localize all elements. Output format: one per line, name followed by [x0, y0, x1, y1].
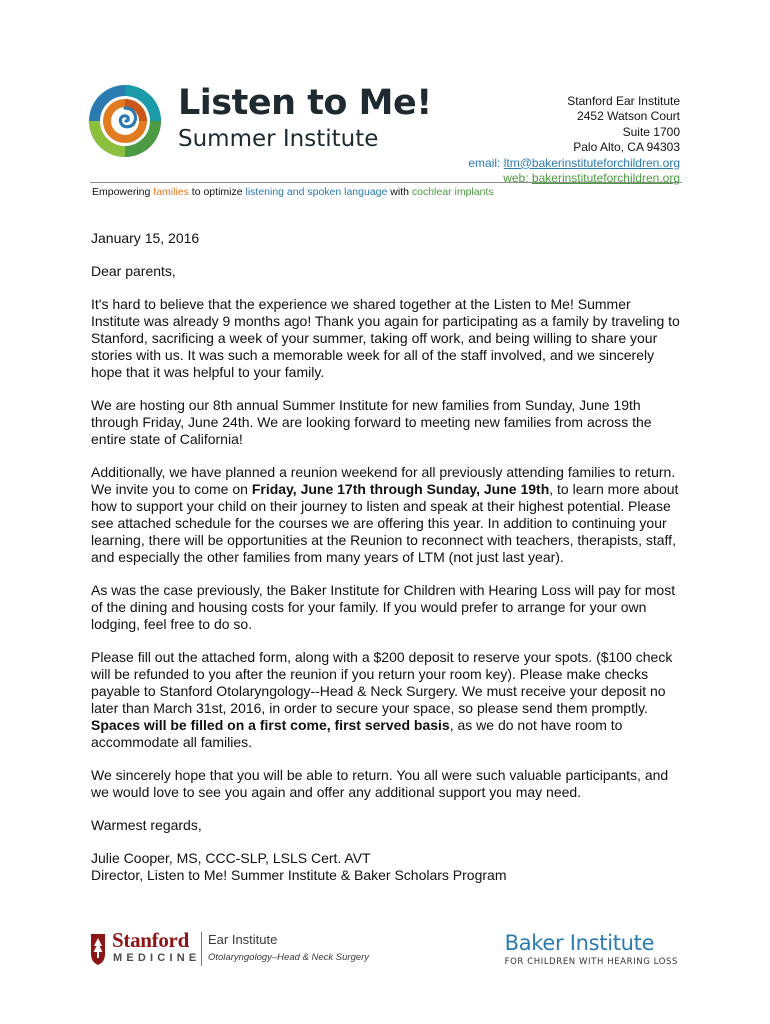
- email-label: email:: [468, 155, 501, 170]
- email-link[interactable]: ltm@bakerinstituteforchildren.org: [503, 155, 680, 170]
- paragraph: [91, 649, 683, 751]
- logo-divider: [201, 932, 202, 966]
- baker-name: Baker Institute: [504, 931, 655, 955]
- paragraph-text: Please fill out the attached form, along with a $200 deposit to reserve your spots. ($100 check will be refunded to you after the reunion if you return your room key). Please make checks payable to Stanford Otolaryngology--Head & Neck Surgery. We must receive your deposit no later than March 31st, 2016, in order to secure your space, so please send them promptly.: [91, 649, 673, 716]
- tagline-families: families: [153, 186, 189, 198]
- tagline: [92, 186, 494, 198]
- baker-subtitle: FOR CHILDREN WITH HEARING LOSS: [504, 957, 678, 967]
- tagline-text: Empowering: [92, 186, 154, 198]
- address-block: [468, 94, 680, 186]
- salutation: Dear parents,: [91, 263, 176, 279]
- tagline-listening: listening and spoken language: [245, 186, 388, 198]
- stanford-tree-icon: [90, 932, 106, 966]
- paragraph: It's hard to believe that the experience we shared together at the Listen to Me! Summer Institute was already 9 months ago! Thank you again for participating as a family by traveling to Stanford, sacrificing a week of your summer, taking off work, and being willing to share your stories with us. It was such a memorable week for all of the staff involved, and we sincerely hope that it was helpful to your family.: [91, 296, 680, 380]
- ear-institute: Ear Institute: [208, 932, 278, 947]
- spiral-logo-icon: [88, 84, 162, 158]
- address-line: Suite 1700: [622, 124, 680, 139]
- email-line: [468, 156, 680, 171]
- web-line: [468, 171, 680, 186]
- header-divider: [90, 182, 682, 183]
- signature-name: Julie Cooper, MS, CCC-SLP, LSLS Cert. AVT: [91, 850, 371, 866]
- web-label: web:: [503, 171, 529, 186]
- first-come-notice: Spaces will be filled on a first come, first served basis: [91, 717, 450, 733]
- paragraph: [91, 464, 683, 566]
- address-line: 2452 Watson Court: [577, 109, 680, 124]
- stanford-medicine: MEDICINE: [113, 952, 201, 964]
- reunion-dates: Friday, June 17th through Sunday, June 19th: [251, 481, 550, 497]
- paragraph-text: Additionally, we have planned a reunion weekend for all previously attending families to return. We invite you to come on: [91, 464, 676, 497]
- baker-institute-logo: [505, 933, 678, 967]
- address-line: Palo Alto, CA 94303: [573, 140, 680, 155]
- tagline-cochlear: cochlear implants: [411, 186, 494, 198]
- paragraph: As was the case previously, the Baker Institute for Children with Hearing Loss will pay for most of the dining and housing costs for your family. If you would prefer to arrange for your own lodging, feel free to do so.: [91, 582, 676, 632]
- web-link[interactable]: bakerinstituteforchildren.org: [531, 171, 680, 186]
- logo-subtitle: Summer Institute: [178, 126, 379, 152]
- paragraph: We sincerely hope that you will be able to return. You all were such valuable participants, and we would love to see you again and offer any additional support you may need.: [91, 767, 669, 800]
- tagline-text: to optimize: [188, 186, 246, 198]
- tagline-text: with: [387, 186, 412, 198]
- letter-body: [91, 230, 683, 884]
- signature-title: Director, Listen to Me! Summer Institute & Baker Scholars Program: [91, 867, 507, 883]
- paragraph-text: , as we do not have room to accommodate all families.: [91, 717, 623, 750]
- address-line: Stanford Ear Institute: [567, 94, 680, 108]
- stanford-name: Stanford: [112, 928, 189, 952]
- otolaryngology: Otolaryngology–Head & Neck Surgery: [208, 952, 370, 963]
- letter-date: January 15, 2016: [91, 230, 200, 246]
- paragraph-text: , to learn more about how to support your child on their journey to listen and speak at their highest potential. Please see attached schedule for the courses we are offering this year. In addition to continuing your learning, there will be opportunities at the Reunion to reconnect with teachers, therapists, staff, and especially the other families from many years of LTM (not just last year).: [91, 481, 679, 565]
- stanford-medicine-logo: [90, 928, 370, 970]
- closing: Warmest regards,: [91, 817, 202, 833]
- logo-title: Listen to Me!: [178, 83, 432, 123]
- paragraph: We are hosting our 8th annual Summer Institute for new families from Sunday, June 19th through Friday, June 24th. We are looking forward to meeting new families from across the entire state of California!: [91, 397, 652, 447]
